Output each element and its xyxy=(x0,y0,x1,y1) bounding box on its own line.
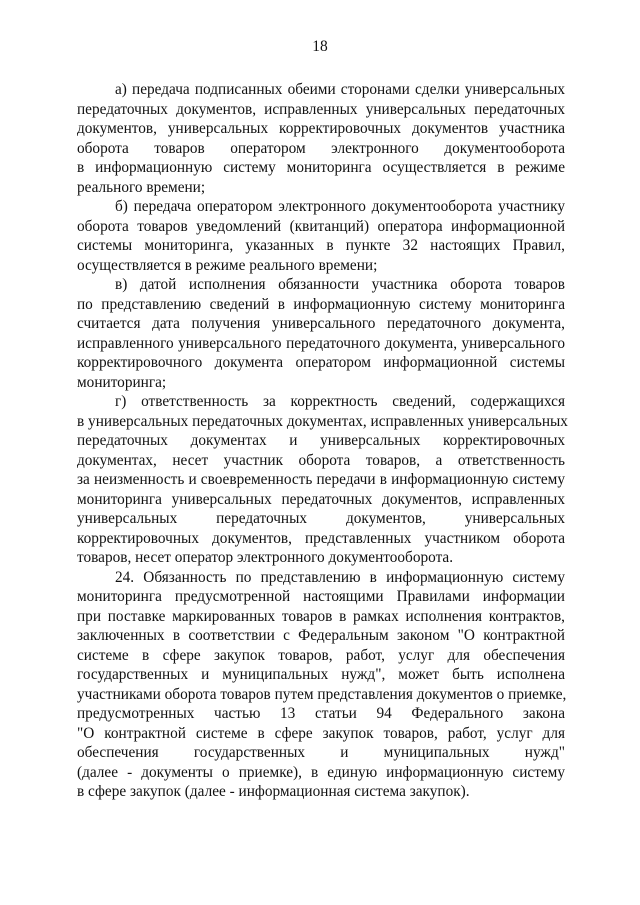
text-line: мониторинга универсальных передаточных документов, исправленных xyxy=(77,490,565,508)
paragraph-b xyxy=(77,197,565,275)
paragraph-g xyxy=(77,392,568,568)
text-line: реального времени; xyxy=(77,178,206,196)
text-line: осуществляется в режиме реального времени; xyxy=(77,256,378,274)
text-line: государственных и муниципальных нужд", может быть исполнена xyxy=(77,666,565,683)
text-line: в информационную систему мониторинга осуществляется в режиме xyxy=(77,159,565,176)
document-body xyxy=(77,80,568,802)
text-line: документов, универсальных корректировочных документов участника xyxy=(77,120,565,137)
text-line: б) передача оператором электронного документооборота участнику xyxy=(115,198,565,215)
text-line: за неизменность и своевременность передачи в информационную систему xyxy=(77,471,565,488)
text-line: в) датой исполнения обязанности участника оборота товаров xyxy=(115,276,565,293)
text-line: мониторинга; xyxy=(77,373,167,391)
text-line: товаров, несет оператор электронного документооборота. xyxy=(77,549,454,566)
paragraph-v xyxy=(77,275,565,392)
text-line: системе в сфере закупок товаров, работ, услуг для обеспечения xyxy=(77,646,565,664)
text-line: исправленного универсального передаточного документа, универсального xyxy=(77,334,565,352)
text-line: оборота товаров оператором электронного документооборота xyxy=(77,139,565,157)
text-line: а) передача подписанных обеими сторонами сделки универсальных xyxy=(115,81,565,98)
text-line: предусмотренных частью 13 статьи 94 Федерального закона xyxy=(77,705,565,722)
text-line: корректировочных документов, представленных участником оборота xyxy=(77,529,565,547)
text-line: по представлению сведений в информационную систему мониторинга xyxy=(77,295,565,313)
text-line: передаточных документов, исправленных универсальных передаточных xyxy=(77,100,565,118)
text-line: оборота товаров уведомлений (квитанций) оператора информационной xyxy=(77,217,565,235)
paragraph-a xyxy=(77,80,565,197)
page-number: 18 xyxy=(312,38,328,55)
paragraph-24 xyxy=(77,568,565,802)
text-line: "О контрактной системе в сфере закупок товаров, работ, услуг для xyxy=(77,724,565,742)
text-line: документах, несет участник оборота товаров, а ответственность xyxy=(77,451,565,469)
text-line: передаточных документах и универсальных корректировочных xyxy=(77,432,565,449)
text-line: в сфере закупок (далее - информационная система закупок). xyxy=(77,783,470,800)
text-line: обеспечения государственных и муниципальных нужд" xyxy=(77,744,565,761)
text-line: системы мониторинга, указанных в пункте 32 настоящих Правил, xyxy=(77,237,565,254)
text-line: при поставке маркированных товаров в рамках исполнения контрактов, xyxy=(77,607,565,625)
text-line: (далее - документы о приемке), в единую информационную систему xyxy=(77,763,565,781)
text-line: универсальных передаточных документов, универсальных xyxy=(77,510,565,527)
text-line: 24. Обязанность по представлению в информационную систему xyxy=(115,568,565,586)
text-line: корректировочного документа оператором информационной системы xyxy=(77,354,565,371)
text-line: заключенных в соответствии с Федеральным законом "О контрактной xyxy=(77,627,565,644)
text-line: считается дата получения универсального передаточного документа, xyxy=(77,315,565,332)
text-line: в универсальных передаточных документах, исправленных универсальных xyxy=(77,412,568,430)
text-line: участниками оборота товаров путем представления документов о приемке, xyxy=(77,685,567,703)
text-line: мониторинга предусмотренной настоящими Правилами информации xyxy=(77,588,565,605)
text-line: г) ответственность за корректность сведений, содержащихся xyxy=(115,393,565,410)
